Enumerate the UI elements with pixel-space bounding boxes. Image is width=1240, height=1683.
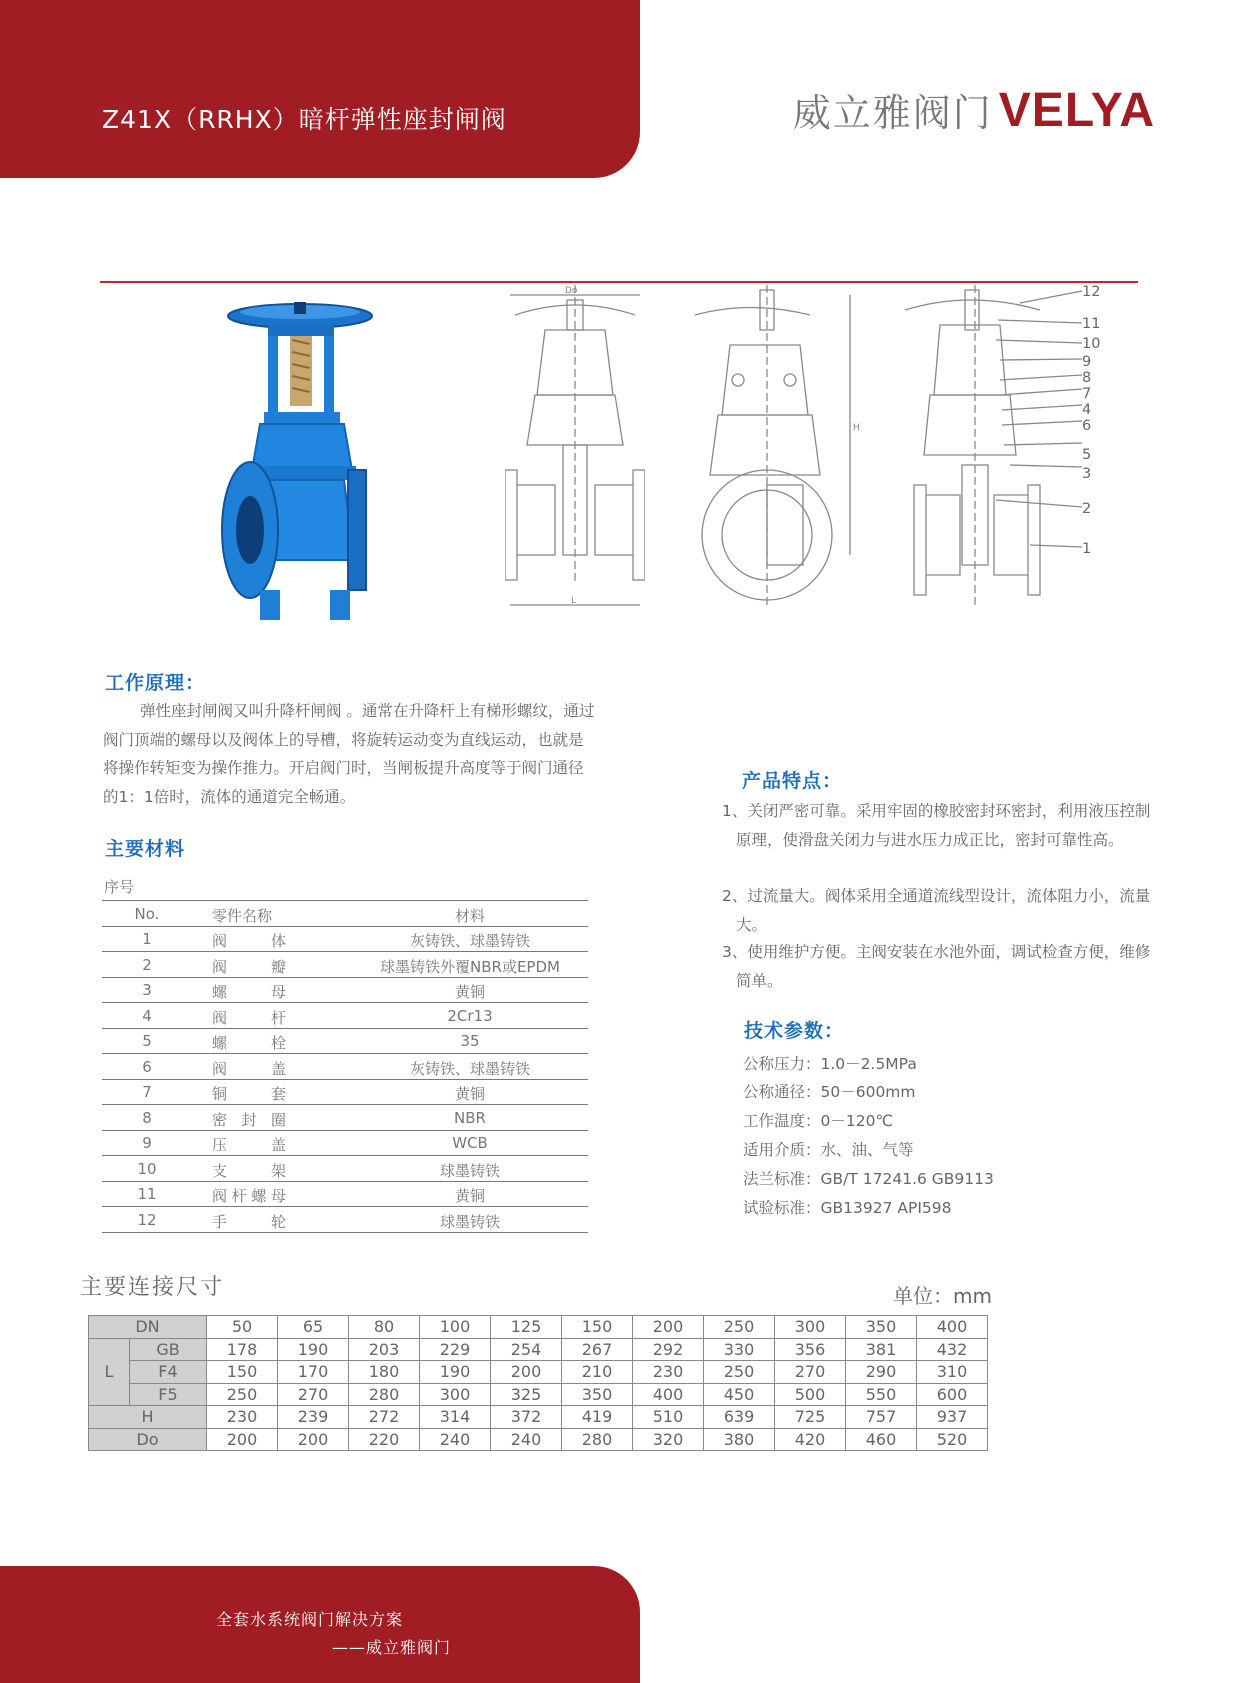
cell-value: 310 bbox=[917, 1361, 988, 1384]
spec-item: 试验标准：GB13927 API598 bbox=[743, 1199, 952, 1217]
dim-h-label: H bbox=[853, 423, 860, 433]
part-name: 螺栓 bbox=[212, 1034, 286, 1052]
cell-value: 280 bbox=[349, 1383, 420, 1406]
dn-value: 200 bbox=[633, 1316, 704, 1339]
cell-value: 239 bbox=[278, 1406, 349, 1429]
part-number: 11 bbox=[1082, 316, 1101, 332]
part-material: 黄铜 bbox=[454, 1187, 485, 1205]
part-name: 铜套 bbox=[212, 1085, 286, 1103]
part-material: 球墨铸铁外覆NBR或EPDM bbox=[380, 958, 560, 976]
dn-label: DN bbox=[89, 1316, 207, 1339]
principle-text: 弹性座封闸阀又叫升降杆闸阀 。通常在升降杆上有梯形螺纹，通过阀门顶端的螺母以及阀体上的导槽，将旋转运动变为直线运动，也就是将操作转矩变为操作推力。开启阀门时，当闸板提升高度等于阀门通径的1：1倍时，流体的通道完全畅通。 bbox=[103, 702, 595, 806]
part-number: 3 bbox=[1082, 466, 1092, 482]
part-number: 12 bbox=[1082, 284, 1101, 300]
brand-name-en: VELYA bbox=[998, 84, 1155, 137]
valve-photo bbox=[220, 300, 390, 630]
part-material: 灰铸铁、球墨铸铁 bbox=[409, 1060, 530, 1078]
principle-heading: 工作原理： bbox=[105, 672, 206, 694]
cell-value: 330 bbox=[704, 1338, 775, 1361]
part-name: 阀体 bbox=[212, 932, 286, 950]
cell-value: 267 bbox=[562, 1338, 633, 1361]
part-no: 5 bbox=[142, 1032, 152, 1050]
dim-do-label: Do bbox=[565, 286, 578, 296]
dn-value: 100 bbox=[420, 1316, 491, 1339]
table-row bbox=[102, 1207, 588, 1233]
part-material: 35 bbox=[460, 1032, 480, 1050]
part-name: 阀瓣 bbox=[212, 958, 286, 976]
materials-col-no: No. bbox=[134, 905, 160, 923]
cell-value: 230 bbox=[207, 1406, 278, 1429]
table-row bbox=[89, 1383, 988, 1406]
table-row bbox=[102, 952, 588, 978]
row-label: F5 bbox=[130, 1383, 207, 1406]
specs-heading: 技术参数： bbox=[744, 1020, 845, 1042]
cell-value: 250 bbox=[207, 1383, 278, 1406]
table-row bbox=[102, 926, 588, 952]
part-name: 手轮 bbox=[212, 1213, 286, 1231]
features-heading: 产品特点： bbox=[742, 770, 843, 792]
dimensions-title: 主要连接尺寸 bbox=[80, 1275, 225, 1300]
cell-value: 203 bbox=[349, 1338, 420, 1361]
part-no: 10 bbox=[137, 1160, 157, 1178]
cell-value: 292 bbox=[633, 1338, 704, 1361]
row-label: Do bbox=[89, 1428, 207, 1451]
part-material: 灰铸铁、球墨铸铁 bbox=[409, 932, 530, 950]
part-no: 4 bbox=[142, 1007, 152, 1025]
spec-item: 公称通径：50－600mm bbox=[743, 1083, 916, 1101]
cell-value: 500 bbox=[775, 1383, 846, 1406]
cell-value: 325 bbox=[491, 1383, 562, 1406]
cell-value: 400 bbox=[633, 1383, 704, 1406]
footer-slogan: 全套水系统阀门解决方案 bbox=[216, 1610, 404, 1629]
part-material: NBR bbox=[454, 1109, 486, 1127]
cell-value: 240 bbox=[420, 1428, 491, 1451]
dn-value: 65 bbox=[278, 1316, 349, 1339]
dimensions-unit: 单位：mm bbox=[893, 1284, 992, 1308]
part-number: 7 bbox=[1082, 386, 1092, 402]
materials-header-row bbox=[102, 900, 588, 927]
cell-value: 725 bbox=[775, 1406, 846, 1429]
cell-value: 180 bbox=[349, 1361, 420, 1384]
part-name: 支架 bbox=[212, 1162, 286, 1180]
drawing-front-view bbox=[690, 285, 860, 615]
cell-value: 270 bbox=[775, 1361, 846, 1384]
dn-value: 300 bbox=[775, 1316, 846, 1339]
part-no: 11 bbox=[137, 1185, 157, 1203]
dn-value: 80 bbox=[349, 1316, 420, 1339]
spec-item: 公称压力：1.0－2.5MPa bbox=[743, 1055, 917, 1073]
dn-value: 250 bbox=[704, 1316, 775, 1339]
dimensions-table bbox=[88, 1315, 988, 1451]
feature-item: 3、使用维护方便。主阀安装在水池外面，调试检查方便，维修简单。 bbox=[722, 943, 1151, 990]
cell-value: 240 bbox=[491, 1428, 562, 1451]
dim-l-label: L bbox=[571, 596, 577, 606]
table-row bbox=[102, 1003, 588, 1029]
table-row bbox=[89, 1406, 988, 1429]
part-name: 阀杆 bbox=[212, 1009, 286, 1027]
dn-value: 125 bbox=[491, 1316, 562, 1339]
table-row bbox=[102, 1079, 588, 1105]
cell-value: 270 bbox=[278, 1383, 349, 1406]
part-material: 2Cr13 bbox=[447, 1007, 493, 1025]
cell-value: 230 bbox=[633, 1361, 704, 1384]
part-no: 8 bbox=[142, 1109, 152, 1127]
part-no: 6 bbox=[142, 1058, 152, 1076]
part-name: 密封圈 bbox=[212, 1111, 286, 1129]
cell-value: 372 bbox=[491, 1406, 562, 1429]
table-row bbox=[102, 1181, 588, 1207]
part-no: 3 bbox=[142, 981, 152, 999]
part-number: 4 bbox=[1082, 402, 1092, 418]
cell-value: 320 bbox=[633, 1428, 704, 1451]
row-label: GB bbox=[130, 1338, 207, 1361]
part-material: 球墨铸铁 bbox=[439, 1162, 500, 1180]
materials-col-name: 零件名称 bbox=[212, 907, 273, 925]
cell-value: 150 bbox=[207, 1361, 278, 1384]
part-number: 5 bbox=[1082, 447, 1092, 463]
materials-col-material: 材料 bbox=[454, 907, 485, 925]
cell-value: 460 bbox=[846, 1428, 917, 1451]
cell-value: 280 bbox=[562, 1428, 633, 1451]
cell-value: 229 bbox=[420, 1338, 491, 1361]
divider-rule bbox=[100, 281, 1138, 283]
table-row bbox=[89, 1338, 988, 1361]
cell-value: 757 bbox=[846, 1406, 917, 1429]
cell-value: 272 bbox=[349, 1406, 420, 1429]
cell-value: 937 bbox=[917, 1406, 988, 1429]
dn-value: 50 bbox=[207, 1316, 278, 1339]
cell-value: 380 bbox=[704, 1428, 775, 1451]
cell-value: 314 bbox=[420, 1406, 491, 1429]
drawing-parts-view bbox=[900, 285, 1100, 615]
cell-value: 200 bbox=[491, 1361, 562, 1384]
cell-value: 356 bbox=[775, 1338, 846, 1361]
cell-value: 250 bbox=[704, 1361, 775, 1384]
drawing-section-view bbox=[505, 285, 645, 615]
brand-name-cn: 威立雅阀门 bbox=[792, 91, 993, 135]
table-row bbox=[89, 1361, 988, 1384]
cell-value: 510 bbox=[633, 1406, 704, 1429]
table-row bbox=[102, 1054, 588, 1080]
part-no: 12 bbox=[137, 1211, 157, 1229]
cell-value: 200 bbox=[278, 1428, 349, 1451]
cell-value: 419 bbox=[562, 1406, 633, 1429]
brand-logo bbox=[793, 82, 1155, 138]
part-name: 阀杆螺母 bbox=[212, 1187, 286, 1205]
cell-value: 254 bbox=[491, 1338, 562, 1361]
part-no: 2 bbox=[142, 956, 152, 974]
table-row bbox=[102, 1130, 588, 1156]
spec-item: 适用介质：水、油、气等 bbox=[743, 1141, 914, 1159]
part-number: 1 bbox=[1082, 541, 1092, 557]
cell-value: 210 bbox=[562, 1361, 633, 1384]
cell-value: 600 bbox=[917, 1383, 988, 1406]
row-label: H bbox=[89, 1406, 207, 1429]
cell-value: 220 bbox=[349, 1428, 420, 1451]
part-material: 黄铜 bbox=[454, 983, 485, 1001]
materials-heading: 主要材料 bbox=[105, 838, 186, 860]
cell-value: 290 bbox=[846, 1361, 917, 1384]
part-number: 6 bbox=[1082, 418, 1092, 434]
part-number: 2 bbox=[1082, 501, 1092, 517]
part-name: 螺母 bbox=[212, 983, 286, 1001]
l-label: L bbox=[89, 1338, 130, 1406]
cell-value: 550 bbox=[846, 1383, 917, 1406]
feature-item: 2、过流量大。阀体采用全通道流线型设计，流体阻力小，流量大。 bbox=[722, 887, 1151, 934]
cell-value: 350 bbox=[562, 1383, 633, 1406]
spec-item: 法兰标准：GB/T 17241.6 GB9113 bbox=[743, 1170, 994, 1188]
cell-value: 300 bbox=[420, 1383, 491, 1406]
part-no: 9 bbox=[142, 1134, 152, 1152]
cell-value: 200 bbox=[207, 1428, 278, 1451]
part-name: 压盖 bbox=[212, 1136, 286, 1154]
part-name: 阀盖 bbox=[212, 1060, 286, 1078]
dn-value: 150 bbox=[562, 1316, 633, 1339]
footer-signature: ——威立雅阀门 bbox=[332, 1638, 452, 1657]
table-row bbox=[102, 1028, 588, 1054]
product-title: Z41X（RRHX）暗杆弹性座封闸阀 bbox=[102, 105, 507, 134]
cell-value: 520 bbox=[917, 1428, 988, 1451]
spec-item: 工作温度：0－120℃ bbox=[743, 1112, 893, 1130]
cell-value: 190 bbox=[420, 1361, 491, 1384]
cell-value: 190 bbox=[278, 1338, 349, 1361]
cell-value: 420 bbox=[775, 1428, 846, 1451]
dn-value: 350 bbox=[846, 1316, 917, 1339]
table-row bbox=[102, 1105, 588, 1131]
part-material: WCB bbox=[452, 1134, 488, 1152]
part-number: 10 bbox=[1082, 336, 1101, 352]
cell-value: 170 bbox=[278, 1361, 349, 1384]
cell-value: 432 bbox=[917, 1338, 988, 1361]
table-row bbox=[89, 1428, 988, 1451]
part-number: 8 bbox=[1082, 370, 1092, 386]
part-no: 7 bbox=[142, 1083, 152, 1101]
materials-seq-label: 序号 bbox=[104, 878, 135, 896]
table-row bbox=[89, 1316, 988, 1339]
part-number: 9 bbox=[1082, 354, 1092, 370]
part-no: 1 bbox=[142, 930, 152, 948]
cell-value: 639 bbox=[704, 1406, 775, 1429]
table-row bbox=[102, 1156, 588, 1182]
feature-item: 1、关闭严密可靠。采用牢固的橡胶密封环密封，利用液压控制原理，使滑盘关闭力与进水压力成正比，密封可靠性高。 bbox=[722, 802, 1151, 849]
part-material: 黄铜 bbox=[454, 1085, 485, 1103]
dn-value: 400 bbox=[917, 1316, 988, 1339]
cell-value: 381 bbox=[846, 1338, 917, 1361]
table-row bbox=[102, 977, 588, 1003]
cell-value: 178 bbox=[207, 1338, 278, 1361]
part-material: 球墨铸铁 bbox=[439, 1213, 500, 1231]
cell-value: 450 bbox=[704, 1383, 775, 1406]
header-banner bbox=[0, 0, 640, 178]
row-label: F4 bbox=[130, 1361, 207, 1384]
